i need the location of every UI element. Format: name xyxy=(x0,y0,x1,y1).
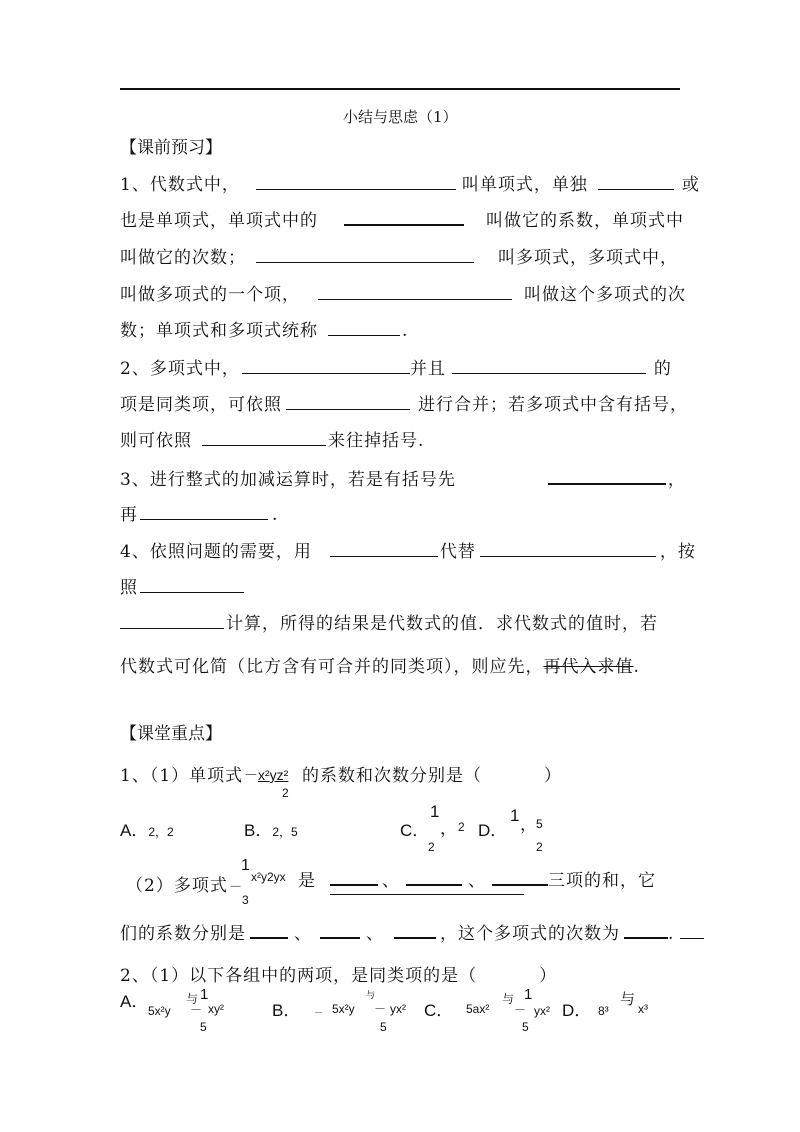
text: 叫做这个多项式的次 xyxy=(524,285,686,305)
q2-option-b-denominator: 5 xyxy=(380,1020,387,1034)
text: 、 xyxy=(294,924,312,944)
text: 们的系数分别是 xyxy=(120,924,246,944)
text: 是 xyxy=(298,871,316,891)
q2-option-a-term2: xy² xyxy=(208,1002,224,1016)
option-d-sep: ， xyxy=(520,815,537,834)
option-d-numerator: 1 xyxy=(510,806,520,825)
focus-q1-part1 xyxy=(120,761,243,786)
q2-option-c-term1: 5ax² xyxy=(466,1002,490,1016)
text: 3、进行整式的加减运算时，若是有括号先 xyxy=(120,470,456,490)
q2-option-a-term1: 5x²y xyxy=(148,1004,171,1018)
q2-option-c-term2: yx² xyxy=(534,1004,550,1018)
text: . xyxy=(633,657,640,677)
option-value: 2，2 xyxy=(148,825,174,839)
option-letter: C． xyxy=(424,1001,454,1020)
focus-q1-part1-rest xyxy=(302,761,562,786)
answer-blank[interactable] xyxy=(120,610,224,629)
answer-blank[interactable] xyxy=(318,281,512,300)
text: ，按 xyxy=(659,542,696,562)
answer-blank[interactable] xyxy=(480,538,656,557)
underline-rule xyxy=(330,894,524,895)
answer-blank[interactable] xyxy=(202,427,326,446)
text: 代数式可化简（比方含有可合并的同类项），则应先， xyxy=(120,657,544,677)
struck-text: 再代入求值 xyxy=(543,657,634,677)
text: 、 xyxy=(382,871,400,891)
text: . xyxy=(668,924,675,944)
preview-q4-line2 xyxy=(120,573,244,598)
q2-option-a-sign: － xyxy=(190,1003,203,1017)
text: 也是单项式，单项式中的 xyxy=(120,211,318,231)
text: 叫做多项式的一个项， xyxy=(120,285,300,305)
q2-option-b-term1: 5x²y xyxy=(332,1002,355,1016)
q2-option-c-with: 与 xyxy=(502,992,515,1006)
polynomial-denominator: 3 xyxy=(242,893,249,907)
text: ） xyxy=(539,966,558,986)
q2-option-a-with: 与 xyxy=(186,992,199,1006)
q2-option-c-sign: － xyxy=(514,1003,527,1017)
section-heading-focus: 【课堂重点】 xyxy=(120,724,222,744)
answer-blank[interactable] xyxy=(624,919,668,939)
option-letter: D． xyxy=(562,1001,592,1020)
preview-q1-line3 xyxy=(120,243,678,268)
text: 并且 xyxy=(409,359,446,379)
option-letter: B． xyxy=(272,1001,301,1020)
option-c-numerator: 1 xyxy=(430,802,440,821)
text: 照 xyxy=(120,578,138,598)
polynomial-expression: x²y2yx xyxy=(251,870,286,884)
preview-q4-line4 xyxy=(120,652,640,677)
text: 叫多项式，多项式中， xyxy=(498,248,678,268)
text: 三项的和，它 xyxy=(548,871,656,891)
q2-option-d-term2: x³ xyxy=(638,1002,648,1016)
text: 2、（1）以下各组中的两项，是同类项的是（ xyxy=(120,966,478,986)
text: ， xyxy=(667,470,686,490)
option-c-denominator: 2 xyxy=(428,840,435,854)
q2-option-b-sign2: － xyxy=(374,1002,387,1016)
text: 则可依照 xyxy=(120,431,192,451)
option-d[interactable] xyxy=(478,816,507,841)
q2-option-a-numerator: 1 xyxy=(200,986,209,1003)
section-heading-preview: 【课前预习】 xyxy=(120,138,222,158)
text: 4、依照问题的需要，用 xyxy=(120,542,312,562)
q2-option-c-denominator: 5 xyxy=(522,1020,529,1034)
text: 项是同类项，可依照 xyxy=(120,395,282,415)
answer-blank[interactable] xyxy=(330,538,438,557)
text: 的系数和次数分别是（ xyxy=(302,766,482,786)
focus-q1-part2-rest xyxy=(298,866,656,891)
text: 、 xyxy=(468,871,486,891)
answer-blank[interactable] xyxy=(598,171,674,190)
answer-blank[interactable] xyxy=(452,355,646,374)
q2-option-c-numerator: 1 xyxy=(524,986,533,1003)
text: 进行合并；若多项式中含有括号， xyxy=(418,395,688,415)
answer-blank[interactable] xyxy=(680,920,704,939)
q2-option-d-term1: 8³ xyxy=(598,1004,609,1018)
q2-option-b-sign: － xyxy=(314,1008,324,1018)
preview-q1-line4 xyxy=(120,280,686,305)
focus-q1-part3 xyxy=(120,919,704,944)
text: 2、多项式中， xyxy=(120,359,240,379)
answer-blank[interactable] xyxy=(140,501,268,520)
option-b[interactable] xyxy=(244,816,298,841)
focus-q1-part2-label: （2）多项式 xyxy=(126,876,228,896)
text: . xyxy=(402,321,409,341)
preview-q3-line2 xyxy=(120,500,278,525)
option-d-value: 5 xyxy=(536,817,543,831)
polynomial-numerator: 1 xyxy=(241,857,250,874)
answer-blank[interactable] xyxy=(256,244,474,263)
answer-blank[interactable] xyxy=(406,866,462,886)
preview-q4-line3 xyxy=(120,609,658,634)
answer-blank[interactable] xyxy=(328,317,400,336)
answer-blank[interactable] xyxy=(320,919,360,939)
preview-q1-line5 xyxy=(120,316,408,341)
option-d-denominator: 2 xyxy=(536,840,543,854)
option-a[interactable] xyxy=(120,816,174,841)
text: 代替 xyxy=(439,542,476,562)
q2-option-a[interactable] xyxy=(120,987,148,1012)
text: ，这个多项式的次数为 xyxy=(440,924,620,944)
option-letter: A． xyxy=(120,821,149,840)
text: 来往掉括号. xyxy=(328,431,425,451)
text: 叫做它的次数； xyxy=(120,248,246,268)
q2-option-d[interactable] xyxy=(562,996,591,1021)
text: 叫做它的系数，单项式中 xyxy=(486,211,684,231)
answer-blank[interactable] xyxy=(344,206,464,226)
focus-q2-line1 xyxy=(120,961,557,986)
preview-q1-line1 xyxy=(120,170,700,195)
q2-option-c[interactable] xyxy=(424,996,453,1021)
text: 、 xyxy=(366,924,384,944)
fraction-denominator: 2 xyxy=(282,786,289,800)
text: 再 xyxy=(120,505,138,525)
option-c-sep: ， xyxy=(440,819,457,838)
option-letter: A． xyxy=(120,992,149,1011)
q2-option-a-denominator: 5 xyxy=(200,1020,207,1034)
text: 的 xyxy=(653,359,672,379)
text: 1、（1）单项式 xyxy=(120,766,244,786)
text: 叫单项式，单独 xyxy=(461,175,588,195)
q2-option-b-term2: yx² xyxy=(390,1002,406,1016)
text: 计算，所得的结果是代数式的值．求代数式的值时，若 xyxy=(226,614,658,634)
option-letter: D． xyxy=(478,821,508,840)
preview-q4-line1 xyxy=(120,537,696,562)
polynomial-sign: － xyxy=(229,879,243,894)
header-rule xyxy=(120,88,680,90)
text: ） xyxy=(544,766,562,786)
option-c-value: 2 xyxy=(458,820,465,834)
answer-blank[interactable] xyxy=(548,465,666,485)
answer-blank[interactable] xyxy=(256,171,456,190)
monomial-term: x²yz² xyxy=(258,767,289,783)
preview-q2-line2 xyxy=(120,390,688,415)
text: . xyxy=(272,505,279,525)
preview-q2-line3 xyxy=(120,426,424,451)
preview-q2-line1 xyxy=(120,354,672,379)
answer-blank[interactable] xyxy=(330,866,378,886)
text: 数；单项式和多项式统称 xyxy=(120,321,318,341)
preview-q3-line1 xyxy=(120,465,686,490)
answer-blank[interactable] xyxy=(394,919,436,939)
q2-option-b-with: 与 xyxy=(366,990,376,1000)
answer-blank[interactable] xyxy=(140,574,244,593)
option-letter: C． xyxy=(400,821,430,840)
text: 或 xyxy=(681,175,700,195)
answer-blank[interactable] xyxy=(242,355,410,374)
minus-sign: － xyxy=(244,767,258,783)
answer-blank[interactable] xyxy=(492,866,548,886)
page-title: 小结与思虑（1） xyxy=(343,108,458,126)
answer-blank[interactable] xyxy=(286,391,410,410)
preview-q1-line2 xyxy=(120,206,684,231)
monomial-expression xyxy=(244,765,288,785)
text: 1、代数式中， xyxy=(120,175,240,195)
option-letter: B． xyxy=(244,821,273,840)
q2-option-d-with: 与 xyxy=(620,991,636,1008)
answer-blank[interactable] xyxy=(250,919,288,939)
option-value: 2，5 xyxy=(272,825,298,839)
q2-option-b[interactable] xyxy=(272,996,300,1021)
option-c[interactable] xyxy=(400,816,429,841)
